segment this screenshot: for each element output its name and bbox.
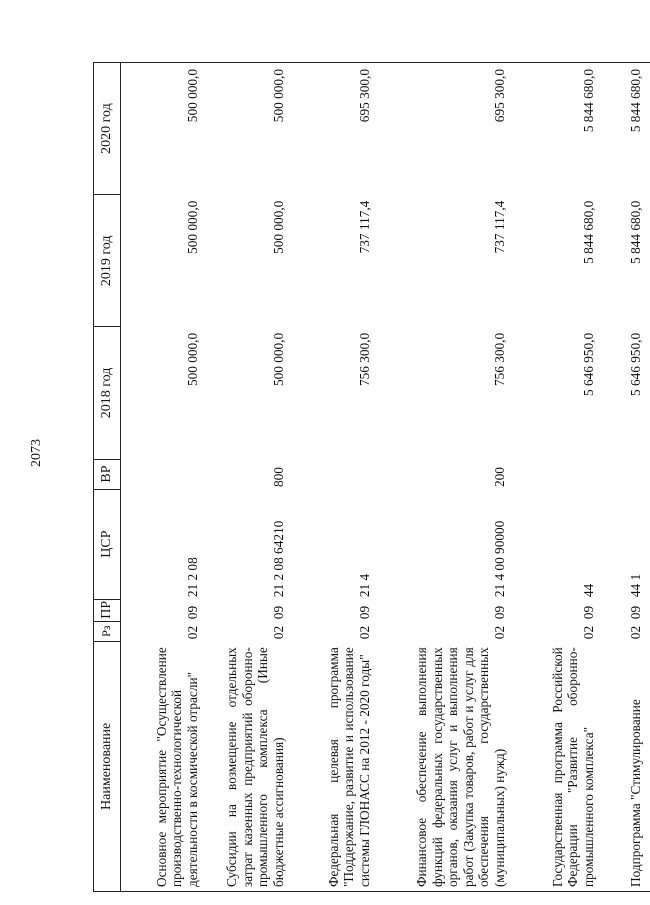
row-name-text: Государственная программа Российской Федерации "Развитие оборонно-промышленного комплекса" bbox=[549, 647, 596, 887]
row-2020: 500 000,0 bbox=[121, 63, 208, 195]
row-2020: 500 000,0 bbox=[207, 63, 293, 195]
row-vr bbox=[514, 459, 603, 489]
row-vr bbox=[603, 459, 650, 489]
row-rz: 02 bbox=[184, 625, 200, 640]
row-name bbox=[514, 641, 603, 891]
row-name-text: Субсидии на возмещение отдельных затрат казенных предприятий оборонно-промышленного комплекса (Иные бюджетные ассигнования) bbox=[224, 647, 286, 887]
row-name bbox=[207, 641, 293, 891]
row-rz: 02 bbox=[356, 625, 372, 640]
row-pr: 09 bbox=[270, 605, 286, 620]
row-2019: 500 000,0 bbox=[184, 200, 200, 254]
row-vr bbox=[121, 459, 208, 489]
row-rz: 02 bbox=[580, 625, 596, 640]
row-vr: 800 bbox=[270, 467, 286, 488]
row-csr: 44 bbox=[580, 583, 596, 598]
budget-table-rotated bbox=[93, 62, 643, 892]
table-row bbox=[603, 63, 650, 892]
header-name: Наименование bbox=[94, 641, 121, 891]
row-2018: 500 000,0 bbox=[270, 332, 286, 387]
row-pr: 09 bbox=[184, 605, 200, 620]
row-vr bbox=[293, 459, 379, 489]
row-2018: 5 646 950,0 bbox=[580, 332, 596, 397]
header-vr: ВР bbox=[94, 459, 121, 489]
row-2018: 500 000,0 bbox=[184, 332, 200, 387]
row-name-text: Основное мероприятие "Осуществление производственно-технологической деятельности в космической отрасли" bbox=[153, 647, 200, 887]
row-2018: 756 300,0 bbox=[491, 332, 507, 387]
row-2019: 5 844 680,0 bbox=[580, 200, 596, 264]
row-2019: 5 844 680,0 bbox=[627, 200, 643, 264]
row-pr: 09 bbox=[627, 605, 643, 620]
row-pr: 09 bbox=[580, 605, 596, 620]
page-number: 2073 bbox=[29, 439, 44, 467]
row-2019: 737 117,4 bbox=[491, 200, 507, 254]
table-header bbox=[94, 63, 121, 892]
row-csr: 21 4 00 90000 bbox=[491, 520, 507, 598]
table-row bbox=[379, 63, 514, 892]
row-rz: 02 bbox=[491, 625, 507, 640]
row-csr: 21 4 bbox=[356, 573, 372, 598]
row-name-text: Финансовое обеспечение выполнения функций федеральных государственных органов, оказания услуг и выполнения работ (Закупка товаров, работ и услуг для обеспечения государственных (муниципальных) нужд) bbox=[414, 647, 507, 887]
table-row bbox=[514, 63, 603, 892]
row-rz: 02 bbox=[627, 625, 643, 640]
row-csr: 21 2 08 bbox=[184, 557, 200, 598]
row-2019: 500 000,0 bbox=[270, 200, 286, 254]
row-2018: 756 300,0 bbox=[356, 332, 372, 387]
table-row bbox=[121, 63, 208, 892]
row-name bbox=[293, 641, 379, 891]
table-row bbox=[207, 63, 293, 892]
row-csr: 21 2 08 64210 bbox=[270, 520, 286, 598]
row-name bbox=[379, 641, 514, 891]
row-pr: 09 bbox=[356, 605, 372, 620]
header-rz: Рз bbox=[94, 621, 121, 641]
row-2020: 5 844 680,0 bbox=[514, 63, 603, 195]
row-2020: 695 300,0 bbox=[379, 63, 514, 195]
budget-table bbox=[93, 62, 650, 892]
header-2019: 2019 год bbox=[94, 195, 121, 327]
row-2018: 5 646 950,0 bbox=[627, 332, 643, 397]
table-row bbox=[293, 63, 379, 892]
header-csr: ЦСР bbox=[94, 489, 121, 599]
header-2020: 2020 год bbox=[94, 63, 121, 195]
row-2020: 695 300,0 bbox=[293, 63, 379, 195]
row-name-text: Федеральная целевая программа "Поддержание, развитие и использование системы ГЛОНАСС на 2012 - 2020 годы" bbox=[325, 647, 372, 887]
row-name bbox=[121, 641, 208, 891]
row-name bbox=[603, 641, 650, 891]
row-vr: 200 bbox=[491, 467, 507, 488]
row-csr: 44 1 bbox=[627, 573, 643, 598]
row-2020: 5 844 680,0 bbox=[603, 63, 650, 195]
row-pr: 09 bbox=[491, 605, 507, 620]
row-2019: 737 117,4 bbox=[356, 200, 372, 254]
row-name-text: Подпрограмма "Стимулирование bbox=[627, 699, 643, 887]
row-rz: 02 bbox=[270, 625, 286, 640]
header-pr: ПР bbox=[94, 599, 121, 621]
header-2018: 2018 год bbox=[94, 327, 121, 459]
